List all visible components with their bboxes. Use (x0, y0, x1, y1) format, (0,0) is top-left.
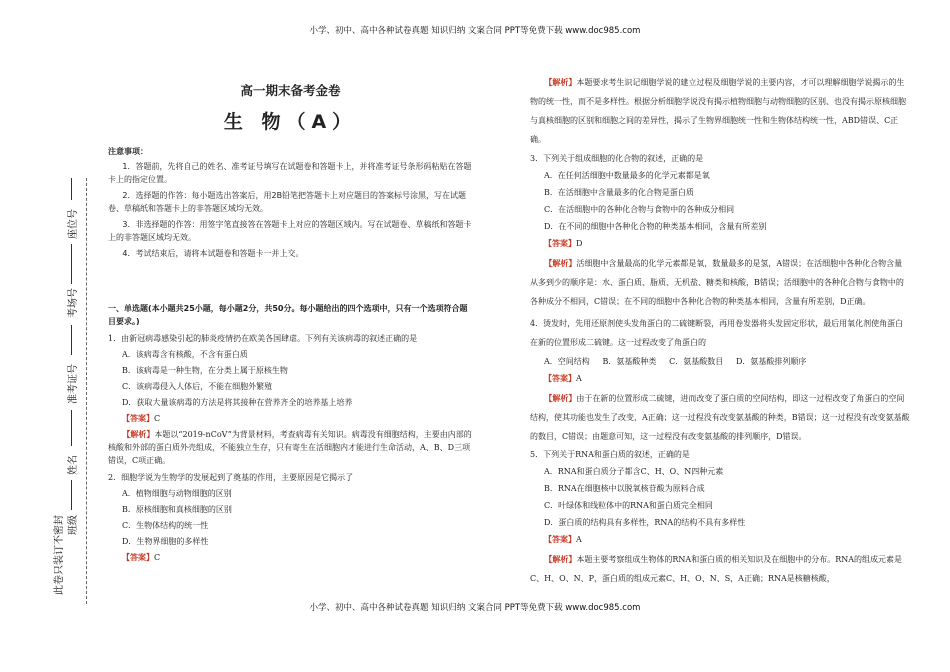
q4-option: A．空间结构 (544, 357, 590, 366)
answer-tag: 【答案】 (544, 373, 576, 383)
q5-answer (530, 533, 910, 546)
analysis-tag: 【解析】 (122, 429, 155, 439)
q3-stem: 3．下列关于组成细胞的化合物的叙述，正确的是 (530, 154, 704, 163)
q1-option: A．该病毒含有核酸，不含有蛋白质 (122, 350, 248, 359)
class-fill-line (71, 480, 72, 510)
header-banner[interactable]: 小学、初中、高中各种试卷真题 知识归纳 文案合同 PPT等免费下载 www.doc985.com (309, 26, 641, 36)
q1-option: B．该病毒是一种生物，在分类上属于原核生物 (122, 366, 288, 375)
q2-option: C．生物体结构的统一性 (122, 521, 209, 530)
q2-option: D．生物界细胞的多样性 (122, 537, 209, 546)
answer-value: A (576, 535, 582, 544)
seat-label: 座位号 (68, 209, 79, 239)
q1-option: D．获取大量该病毒的方法是将其接种在营养齐全的培养基上培养 (122, 398, 353, 407)
q3-option: A．在任何活细胞中数量最多的化学元素都是氧 (544, 171, 710, 180)
analysis-text: 活细胞中含量最高的化学元素都是氧，数量最多的是氢，A错误；在活细胞中各种化合物含量从多到少的顺序是：水、蛋白质、脂质、无机盐、糖类和核酸，B错误；活细胞中的各种化合物与食物中的各种成分不相同，C错误；在不同的细胞中各种化合物的种类基本相同，含量有所差别，D正确。 (530, 259, 904, 306)
q5-option: B．RNA在细胞核中以脱氧核苷酸为原料合成 (544, 484, 705, 493)
q3-option: B．在活细胞中含量最多的化合物是蛋白质 (544, 188, 694, 197)
binding-notice: 此卷只装订不密封 (54, 515, 65, 595)
note-item: 1．答题前，先将自己的姓名、准考证号填写在试题卷和答题卡上，并将准考证号条形码粘贴在答题卡上的指定位置。 (108, 162, 472, 184)
answer-tag: 【答案】 (544, 534, 576, 544)
q1-stem: 1．由新冠病毒感染引起的肺炎疫情扔在欧美各国肆虐。下列有关该病毒的叙述正确的是 (108, 334, 418, 343)
analysis-tag: 【解析】 (544, 258, 577, 268)
q2-option: B．原核细胞和真核细胞的区别 (122, 505, 232, 514)
q5-option: D．蛋白质的结构具有多样性，RNA的结构不具有多样性 (544, 518, 746, 527)
q4-option: D．氨基酸排列顺序 (735, 357, 807, 366)
q5-option: C．叶绿体和线粒体中的RNA和蛋白质完全相同 (544, 501, 713, 510)
answer-value: D (576, 239, 583, 248)
notes-heading: 注意事项： (108, 147, 148, 156)
analysis-text: 本题要求考生识记细胞学说的建立过程及细胞学说的主要内容，才可以理解细胞学说揭示的生物的统一性，而不是多样性。根据分析细胞学说没有揭示植物细胞与动物细胞的区别、也没有揭示原核细胞与真核细胞的区别和细胞之间的差异性，揭示了生物界细胞统一性和生物体结构统一性，ABD错误、C正确。 (530, 78, 906, 144)
notes-section (108, 145, 473, 260)
note-item: 3．非选择题的作答：用签字笔直接答在答题卡上对应的答题区域内。写在试题卷、草稿纸和答题卡上的非答题区域均无效。 (108, 220, 472, 242)
q1-option: C．该病毒侵入人体后，不能在细胞外繁殖 (122, 382, 273, 391)
q2-answer (108, 551, 473, 564)
ticket-fill-line (71, 325, 72, 355)
answer-tag: 【答案】 (544, 238, 576, 248)
analysis-text: 本题主要考察组成生物体的RNA和蛋白质的相关知识及在细胞中的分布。RNA的组成元素是C、H、O、N、P，蛋白质的组成元素C、H、O、N、S，A正确；RNA是核糖核酸， (530, 555, 902, 583)
q2-option: A．植物细胞与动物细胞的区别 (122, 489, 232, 498)
q2-stem: 2．细胞学说为生物学的发展起到了奠基的作用，主要原因是它揭示了 (108, 473, 354, 482)
exam-no-fill-line (71, 244, 72, 284)
name-fill-line (71, 410, 72, 446)
q4-answer (530, 372, 910, 385)
note-item: 2．选择题的作答：每小题选出答案后，用2B铅笔把答题卡上对应题目的答案标号涂黑，写在试题卷、草稿纸和答题卡上的非答题区域均无效。 (108, 191, 467, 213)
q1-analysis (108, 428, 473, 467)
q4-analysis (530, 389, 910, 446)
analysis-text: 由于在新的位置形成二硫键，进而改变了蛋白质的空间结构，即这一过程改变了角蛋白的空间结构，使其功能也发生了改变，A正确；这一过程没有改变氨基酸的种类，B错误；这一过程没有改变氨基酸的数目，C错误；由题意可知，这一过程没有改变氨基酸的排列顺序，D错误。 (530, 394, 910, 441)
analysis-tag: 【解析】 (544, 393, 577, 403)
q1-answer (108, 412, 473, 425)
name-label: 姓名 (68, 455, 79, 475)
left-column-questions (108, 302, 473, 564)
q4-stem: 4．烫发时，先用还原剂使头发角蛋白的二硫键断裂，再用卷发器将头发固定形状，最后用氧化剂使角蛋白在新的位置形成二硫键。这一过程改变了角蛋白的 (530, 319, 904, 347)
q5-option: A．RNA和蛋白质分子都含C、H、O、N四种元素 (544, 467, 724, 476)
q3-analysis (530, 254, 910, 311)
q4-options (530, 355, 910, 368)
note-item: 4．考试结束后，请将本试题卷和答题卡一并上交。 (122, 249, 304, 258)
answer-value: C (154, 414, 161, 423)
ticket-label: 准考证号 (68, 364, 79, 404)
analysis-tag: 【解析】 (544, 77, 577, 87)
answer-value: A (576, 374, 582, 383)
analysis-tag: 【解析】 (544, 554, 577, 564)
seat-fill-line (71, 178, 72, 200)
analysis-text: 本题以“2019-nCoV”为背景材料，考查病毒有关知识。病毒没有细胞结构，主要由内部的核酸和外部的蛋白质外壳组成，不能独立生存，只有寄生在活细胞内才能进行生命活动，A、B、D三项错误，C项正确。 (108, 430, 472, 465)
q4-option: C．氨基酸数目 (669, 357, 724, 366)
answer-tag: 【答案】 (122, 413, 154, 423)
answer-value: C (154, 553, 161, 562)
exam-no-label: 考场号 (68, 288, 79, 318)
q2-analysis (530, 73, 910, 149)
answer-tag: 【答案】 (122, 552, 154, 562)
right-column-questions (530, 73, 910, 588)
binding-dashed-line (86, 178, 87, 604)
exam-subject: 生 物（A） (223, 111, 358, 133)
q3-option: D．在不同的细胞中各种化合物的种类基本相同，含量有所差别 (544, 222, 767, 231)
class-label: 班级 (68, 515, 79, 535)
q4-option: B．氨基酸种类 (602, 357, 657, 366)
q5-stem: 5．下列关于RNA和蛋白质的叙述，正确的是 (530, 450, 690, 459)
footer-banner[interactable]: 小学、初中、高中各种试卷真题 知识归纳 文案合同 PPT等免费下载 www.doc985.com (309, 603, 641, 613)
q3-answer (530, 237, 910, 250)
exam-title: 高一期末备考金卷 (240, 83, 341, 98)
q5-analysis (530, 550, 910, 588)
section-heading: 一、单选题(本小题共25小题，每小题2分，共50分。每小题给出的四个选项中，只有一个选项符合题目要求。) (108, 304, 468, 326)
q3-option: C．在活细胞中的各种化合物与食物中的各种成分相同 (544, 205, 735, 214)
